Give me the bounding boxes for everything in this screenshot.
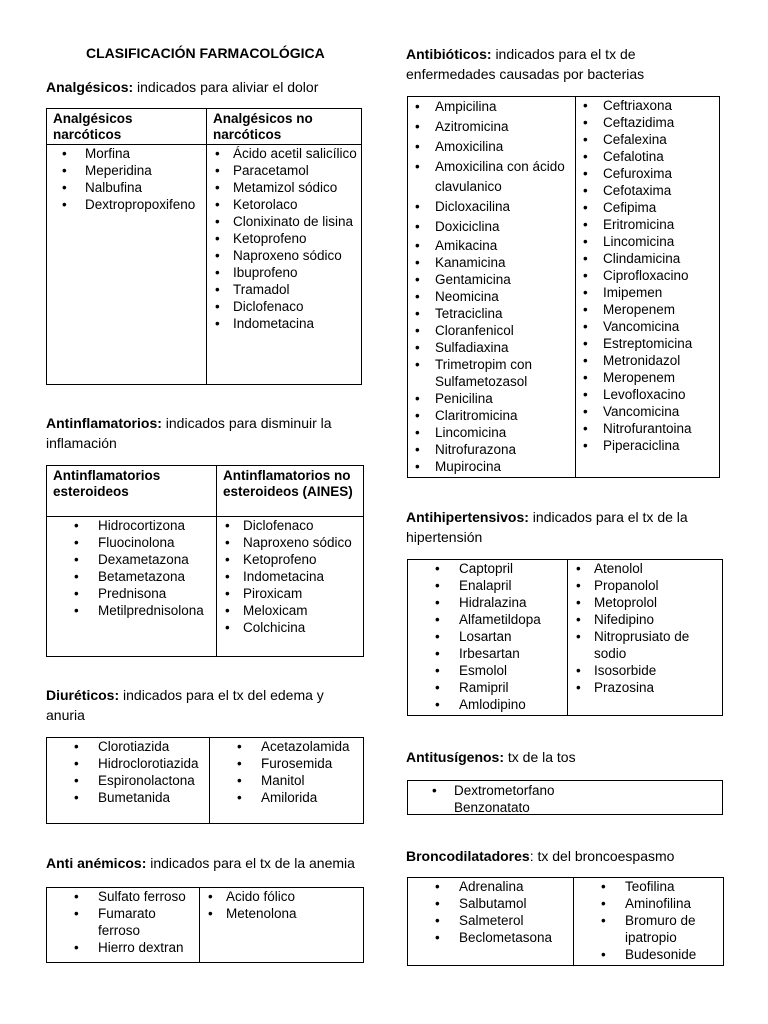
broncodilatadores-heading [406,846,726,866]
list-item: • Naproxeno sódico [217,534,361,551]
broncodilatadores-description: : tx del broncoespasmo [529,848,675,864]
list-item: • Indometacina [207,315,359,332]
antianemicos-table [46,887,364,963]
list-item: • Sulfadiaxina [408,339,573,356]
antihipertensivos-heading [406,507,726,547]
list-item: • Enalapril [408,577,565,594]
list-item: • Ketoprofeno [207,230,359,247]
antinflamatorios-table [46,465,364,657]
analgesicos-narcoticos-list [47,145,206,215]
antinflamatorios-title: Antinflamatorios: [46,415,162,431]
list-item: • Ampicilina [408,97,573,117]
list-item: • Nitroprusiato de sodio [568,628,720,662]
antitusigenos-description: tx de la tos [507,749,576,765]
list-item: • Tramadol [207,281,359,298]
list-item: • Ciprofloxacino [576,267,717,284]
antihipertensivos-col1-list [408,560,567,715]
analgesicos-col1-header: Analgésicos narcóticos [47,109,207,145]
antibioticos-col1-list [408,97,575,477]
list-item: • Cefipima [576,199,717,216]
list-item: • Manitol [210,772,361,789]
list-item: • Piperaciclina [576,437,717,454]
list-item: • Nifedipino [568,611,720,628]
analgesicos-col2-header: Analgésicos no narcóticos [207,109,362,145]
list-item: • Kanamicina [408,254,573,271]
list-item: • Meropenem [576,369,717,386]
analgesicos-heading [46,77,346,97]
list-item: • Bumetanida [47,789,207,806]
list-item: • Ceftazidima [576,114,717,131]
list-item: • Piroxicam [217,585,361,602]
broncodilatadores-col1-list [408,878,573,948]
list-item: • Salmeterol [408,912,571,929]
antinflamatorios-aines-list [217,517,363,638]
diureticos-title: Diuréticos: [46,687,120,703]
list-item: • Trimetropim con Sulfametozasol [408,356,573,390]
list-item: • Cefalexina [576,131,717,148]
list-item: • Adrenalina [408,878,571,895]
list-item: • Vancomicina [576,403,717,420]
list-item: • Clonixinato de lisina [207,213,359,230]
antinflamatorios-col2-header: Antinflamatorios no esteroideos (AINES) [217,466,364,517]
list-item: • Diclofenaco [207,298,359,315]
list-item: • Salbutamol [408,895,571,912]
list-item: • Dexametazona [47,551,214,568]
list-item: • Furosemida [210,755,361,772]
list-item: • Colchicina [217,619,361,636]
antibioticos-description: indicados para el tx de enfermedades causadas por bacterias [406,46,645,82]
list-item: • Vancomicina [576,318,717,335]
list-item: • Hierro dextran [47,939,197,956]
list-item: • Fumarato ferroso [47,905,197,939]
list-item: • Mupirocina [408,458,573,475]
list-item: • Cloranfenicol [408,322,573,339]
list-item: • Dicloxacilina [408,197,573,217]
list-item: • Cefalotina [576,148,717,165]
list-item: • Amoxicilina [408,137,573,157]
list-item: • Losartan [408,628,565,645]
list-item: • Morfina [47,145,204,162]
list-item: • Lincomicina [576,233,717,250]
list-item: • Propanolol [568,577,720,594]
list-item: • Dextropropoxifeno [47,196,204,213]
list-item: • Amikacina [408,237,573,254]
analgesicos-title: Analgésicos: [46,79,134,95]
diureticos-description: indicados para el tx del edema y anuria [46,687,324,723]
list-item: • Ácido acetil salicílico [207,145,359,162]
list-item: • Nitrofurazona [408,441,573,458]
antitusigenos-item-2: Benzonatato [454,800,530,815]
list-item: • Lincomicina [408,424,573,441]
list-item: • Gentamicina [408,271,573,288]
list-item: • Estreptomicina [576,335,717,352]
list-item: • Cefotaxima [576,182,717,199]
diureticos-table [46,737,364,824]
antitusigenos-title: Antitusígenos: [406,749,504,765]
antinflamatorios-description: indicados para disminuir la inflamación [46,415,332,451]
antianemicos-col1-list [47,888,199,958]
list-item: • Doxiciclina [408,217,573,237]
list-item: • Imipemen [576,284,717,301]
analgesicos-table [46,108,362,385]
list-item: • Metenolona [200,905,361,922]
list-item: • Hidroclorotiazida [47,755,207,772]
list-item: • Acido fólico [200,888,361,905]
list-item: • Isosorbide [568,662,720,679]
list-item: • Metronidazol [576,352,717,369]
analgesicos-no-narcoticos-list [207,145,361,334]
list-item: • Atenolol [568,560,720,577]
list-item: • Hidrocortizona [47,517,214,534]
antihipertensivos-table [407,559,723,716]
list-item: • Sulfato ferroso [47,888,197,905]
list-item: • Meperidina [47,162,204,179]
list-item: • Amilorida [210,789,361,806]
list-item: • Clindamicina [576,250,717,267]
antianemicos-title: Anti anémicos: [46,855,147,871]
list-item: • Amoxicilina con ácido clavulanico [408,157,573,197]
antinflamatorios-heading [46,413,366,453]
analgesicos-description: indicados para aliviar el dolor [137,79,319,95]
list-item: • Tetraciclina [408,305,573,322]
list-item: • Ceftriaxona [576,97,717,114]
list-item: • Budesonide [574,946,721,963]
list-item: • Betametazona [47,568,214,585]
list-item: • Ramipril [408,679,565,696]
list-item: • Captopril [408,560,565,577]
antibioticos-table [407,96,720,478]
list-item: • Nalbufina [47,179,204,196]
list-item: • Paracetamol [207,162,359,179]
list-item: • Naproxeno sódico [207,247,359,264]
antihipertensivos-description: indicados para el tx de la hipertensión [406,509,688,545]
list-item: • Ibuprofeno [207,264,359,281]
antianemicos-heading [46,853,366,873]
diureticos-col2-list [210,738,363,808]
list-item: • Nitrofurantoina [576,420,717,437]
page-title: CLASIFICACIÓN FARMACOLÓGICA [86,45,325,61]
list-item: • Hidralazina [408,594,565,611]
list-item: • Cefuroxima [576,165,717,182]
list-item: • Alfametildopa [408,611,565,628]
list-item: • Penicilina [408,390,573,407]
list-item: • Levofloxacino [576,386,717,403]
diureticos-col1-list [47,738,209,808]
antihipertensivos-col2-list [568,560,722,698]
list-item: • Prazosina [568,679,720,696]
antitusigenos-heading [406,747,726,767]
list-item: • Diclofenaco [217,517,361,534]
broncodilatadores-table [407,877,724,966]
list-item: • Amlodipino [408,696,565,713]
list-item: • Meloxicam [217,602,361,619]
list-item: • Bromuro de ipatropio [574,912,721,946]
list-item: • Aminofilina [574,895,721,912]
list-item: • Fluocinolona [47,534,214,551]
list-item: • Metilprednisolona [47,602,214,619]
list-item: • Azitromicina [408,117,573,137]
list-item: • Claritromicina [408,407,573,424]
list-item: • Metamizol sódico [207,179,359,196]
list-item: • Beclometasona [408,929,571,946]
list-item: • Clorotiazida [47,738,207,755]
list-item: • Ketorolaco [207,196,359,213]
antianemicos-col2-list [200,888,363,924]
antitusigenos-item-1: • Dextrometorfano [454,783,555,798]
antibioticos-title: Antibióticos: [406,46,492,62]
antihipertensivos-title: Antihipertensivos: [406,509,529,525]
list-item: • Ketoprofeno [217,551,361,568]
broncodilatadores-col2-list [574,878,723,965]
list-item: • Prednisona [47,585,214,602]
antibioticos-heading [406,44,726,84]
broncodilatadores-title: Broncodilatadores [406,848,530,864]
diureticos-heading [46,685,356,725]
list-item: • Espironolactona [47,772,207,789]
list-item: • Neomicina [408,288,573,305]
antinflamatorios-col1-header: Antinflamatorios esteroideos [47,466,217,517]
list-item: • Eritromicina [576,216,717,233]
list-item: • Irbesartan [408,645,565,662]
list-item: • Esmolol [408,662,565,679]
antianemicos-description: indicados para el tx de la anemia [150,855,355,871]
list-item: • Acetazolamida [210,738,361,755]
list-item: • Metoprolol [568,594,720,611]
antinflamatorios-esteroideos-list [47,517,216,621]
list-item: • Teofilina [574,878,721,895]
antitusigenos-box [407,780,723,815]
list-item: • Meropenem [576,301,717,318]
antibioticos-col2-list [576,97,719,456]
list-item: • Indometacina [217,568,361,585]
